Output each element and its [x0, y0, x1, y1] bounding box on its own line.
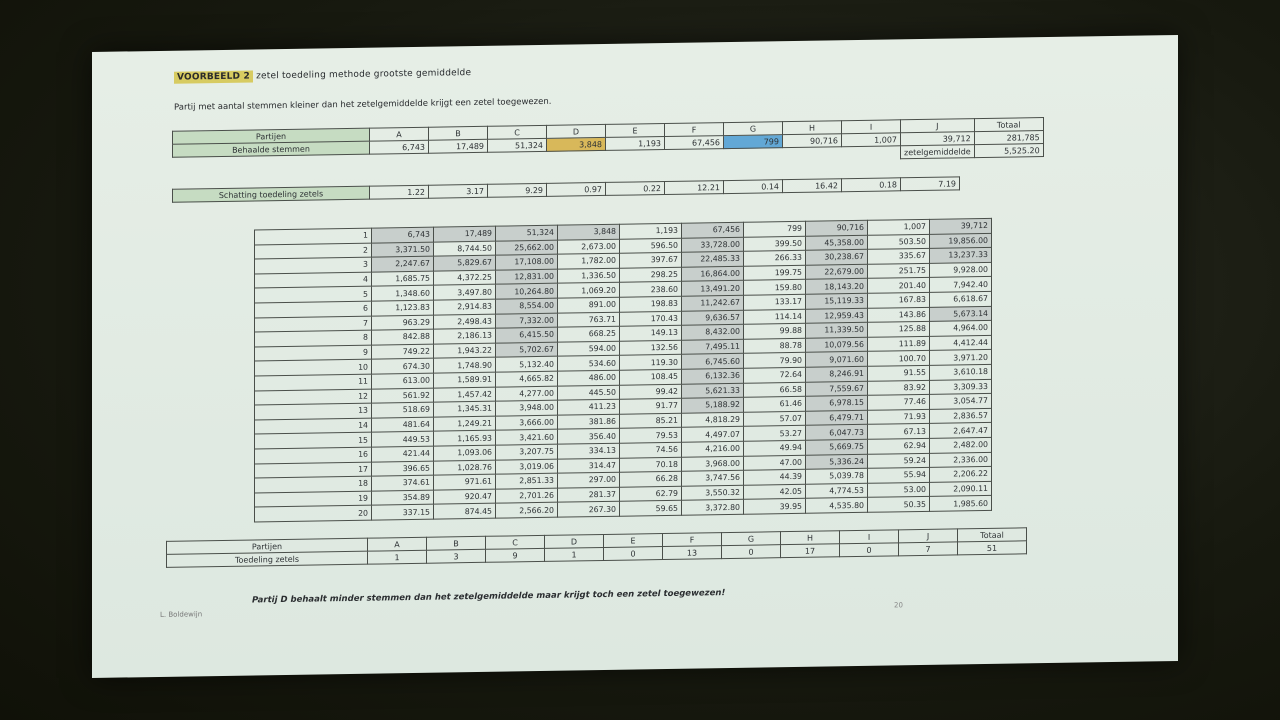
example-tag: VOORBEELD 2 [174, 70, 253, 83]
quotient-cell: 5,669.75 [806, 439, 868, 455]
quotient-cell: 842.88 [372, 329, 434, 345]
quotient-cell: 596.50 [620, 238, 682, 254]
header-cell: Partijen [167, 538, 368, 554]
quotient-cell: 6,047.73 [806, 425, 868, 441]
header-cell: I [842, 120, 901, 134]
seats-cell: 17 [781, 544, 840, 558]
quotient-cell: 4,818.29 [682, 412, 744, 428]
quotient-cell: 132.56 [620, 340, 682, 356]
header-cell: J [901, 119, 975, 133]
quotient-cell: 3,948.00 [496, 400, 558, 416]
quotient-cell: 99.88 [744, 323, 806, 339]
quotient-cell: 5,673.14 [930, 306, 992, 322]
quotient-cell: 2,836.57 [930, 408, 992, 424]
quotient-cell: 9,071.60 [806, 352, 868, 368]
quotient-cell: 100.70 [868, 351, 930, 367]
quotient-cell: 91.55 [868, 365, 930, 381]
quotient-cell: 5,336.24 [806, 454, 868, 470]
divisor-number: 12 [255, 389, 372, 405]
quotient-cell: 25,662.00 [496, 240, 558, 256]
divisor-number: 6 [255, 301, 372, 317]
header-cell: F [665, 123, 724, 137]
quotient-cell: 3,550.32 [682, 485, 744, 501]
quotient-cell: 5,132.40 [496, 357, 558, 373]
quotient-cell: 17,108.00 [496, 254, 558, 270]
estimate-cell: 9.29 [488, 183, 547, 197]
quotient-cell: 7,495.11 [682, 339, 744, 355]
quotient-cell: 503.50 [868, 234, 930, 250]
quotient-cell: 891.00 [558, 297, 620, 313]
quotient-cell: 5,829.67 [434, 255, 496, 271]
quotient-cell: 53.00 [868, 482, 930, 498]
vote-cell: 67,456 [665, 136, 724, 150]
quotient-cell: 59.24 [868, 453, 930, 469]
quotient-cell: 49.94 [744, 440, 806, 456]
divisor-number: 10 [255, 359, 372, 375]
quotient-cell: 5,702.67 [496, 342, 558, 358]
quotient-cell: 3,372.80 [682, 500, 744, 516]
quotient-cell: 561.92 [372, 388, 434, 404]
slide-subtitle: Partij met aantal stemmen kleiner dan het zetelgemiddelde krijgt een zetel toegewezen. [174, 96, 552, 113]
quotient-cell: 59.65 [620, 501, 682, 517]
divisor-number: 7 [255, 316, 372, 332]
quotient-cell: 62.94 [868, 438, 930, 454]
quotient-cell: 374.61 [372, 475, 434, 491]
quotient-cell: 2,914.83 [434, 299, 496, 315]
quotient-cell: 201.40 [868, 278, 930, 294]
quotient-cell: 114.14 [744, 309, 806, 325]
quotient-cell: 2,647.47 [930, 423, 992, 439]
divisor-number: 9 [255, 345, 372, 361]
quotient-cell: 10,079.56 [806, 337, 868, 353]
seats-cell: 51 [958, 541, 1027, 555]
quotient-cell: 2,247.67 [372, 256, 434, 272]
quotient-cell: 1,348.60 [372, 286, 434, 302]
quotient-cell: 281.37 [558, 487, 620, 503]
quotient-cell: 874.45 [434, 503, 496, 519]
quotient-cell: 67.13 [868, 424, 930, 440]
quotient-cell: 674.30 [372, 358, 434, 374]
quotient-cell: 50.35 [868, 497, 930, 513]
quotient-cell: 90,716 [806, 220, 868, 236]
quotient-cell: 6,745.60 [682, 354, 744, 370]
quotient-cell: 74.56 [620, 442, 682, 458]
quotient-cell: 445.50 [558, 385, 620, 401]
row-label: Behaalde stemmen [173, 141, 370, 157]
quotient-cell: 594.00 [558, 341, 620, 357]
quotient-cell: 51,324 [496, 225, 558, 241]
seats-cell: 0 [604, 547, 663, 561]
quotient-cell: 88.78 [744, 338, 806, 354]
quotient-cell: 314.47 [558, 458, 620, 474]
seats-cell: 0 [722, 545, 781, 559]
quotient-cell: 7,332.00 [496, 313, 558, 329]
vote-cell: 90,716 [783, 134, 842, 148]
quotient-cell: 3,054.77 [930, 393, 992, 409]
quotient-cell: 30,238.67 [806, 250, 868, 266]
quotient-cell: 10,264.80 [496, 284, 558, 300]
quotient-cell: 3,371.50 [372, 242, 434, 258]
quotient-cell: 1,782.00 [558, 253, 620, 269]
quotient-cell: 613.00 [372, 373, 434, 389]
header-cell: H [781, 531, 840, 545]
quotient-cell: 1,007 [868, 219, 930, 235]
quotient-cell: 5,039.78 [806, 468, 868, 484]
quotient-cell: 2,090.11 [930, 481, 992, 497]
quotient-cell: 83.92 [868, 380, 930, 396]
quotient-cell: 486.00 [558, 370, 620, 386]
quotient-cell: 13,237.33 [930, 248, 992, 264]
quotient-cell: 399.50 [744, 236, 806, 252]
quotient-cell: 1,457.42 [434, 387, 496, 403]
quotient-cell: 45,358.00 [806, 235, 868, 251]
header-cell: H [783, 121, 842, 135]
quotient-cell: 12,831.00 [496, 269, 558, 285]
quotient-cell: 354.89 [372, 490, 434, 506]
quotient-cell: 11,242.67 [682, 295, 744, 311]
quotient-cell: 19,856.00 [930, 233, 992, 249]
quotient-cell: 381.86 [558, 414, 620, 430]
divisor-number: 19 [255, 491, 372, 507]
quotient-cell: 66.58 [744, 382, 806, 398]
quotient-cell: 6,618.67 [930, 291, 992, 307]
quotient-cell: 1,589.91 [434, 372, 496, 388]
quotient-cell: 1,943.22 [434, 343, 496, 359]
quotient-cell: 1,345.31 [434, 401, 496, 417]
quotient-cell: 22,679.00 [806, 264, 868, 280]
quotient-cell: 6,415.50 [496, 327, 558, 343]
quotient-cell: 170.43 [620, 311, 682, 327]
quotient-cell: 297.00 [558, 472, 620, 488]
header-cell: G [722, 532, 781, 546]
quotient-cell: 79.90 [744, 353, 806, 369]
quotient-cell: 70.18 [620, 457, 682, 473]
estimate-cell: 1.22 [370, 185, 429, 199]
quotient-cell: 3,666.00 [496, 415, 558, 431]
quotient-cell: 971.61 [434, 474, 496, 490]
divisor-number: 4 [255, 272, 372, 288]
header-cell: Partijen [173, 128, 370, 144]
header-cell: A [370, 127, 429, 141]
header-cell: J [899, 529, 958, 543]
vote-cell: 6,743 [370, 140, 429, 154]
quotient-cell: 9,928.00 [930, 262, 992, 278]
quotient-cell: 3,848 [558, 224, 620, 240]
quotient-cell: 79.53 [620, 428, 682, 444]
divisor-number: 20 [255, 505, 372, 521]
quotient-cell: 3,971.20 [930, 350, 992, 366]
vote-cell: 51,324 [488, 138, 547, 152]
quotient-cell: 99.42 [620, 384, 682, 400]
vote-cell: 1,007 [842, 133, 901, 147]
divisor-number: 2 [255, 243, 372, 259]
quotient-cell: 55.94 [868, 467, 930, 483]
header-cell: G [724, 122, 783, 136]
divisor-number: 15 [255, 432, 372, 448]
slide-title [174, 68, 471, 83]
vote-cell: 39,712 [901, 132, 975, 146]
quotient-cell: 44.39 [744, 469, 806, 485]
header-cell: C [486, 535, 545, 549]
quotient-cell: 3,747.56 [682, 470, 744, 486]
quotient-cell: 397.67 [620, 252, 682, 268]
header-cell: Totaal [974, 118, 1043, 132]
quotient-cell: 411.23 [558, 399, 620, 415]
quotient-cell: 963.29 [372, 315, 434, 331]
quotient-cell: 2,336.00 [930, 452, 992, 468]
quotient-cell: 2,566.20 [496, 502, 558, 518]
quotient-cell: 3,497.80 [434, 285, 496, 301]
estimate-cell: 12.21 [665, 181, 724, 195]
quotient-cell: 1,249.21 [434, 416, 496, 432]
quotient-cell: 57.07 [744, 411, 806, 427]
quotient-cell: 3,421.60 [496, 429, 558, 445]
projection-screen [92, 35, 1178, 678]
quotient-cell: 2,851.33 [496, 473, 558, 489]
quotient-cell: 47.00 [744, 455, 806, 471]
quotient-cell: 3,207.75 [496, 444, 558, 460]
divisor-number: 14 [255, 418, 372, 434]
quotient-cell: 85.21 [620, 413, 682, 429]
quotient-cell: 763.71 [558, 312, 620, 328]
quotient-cell: 7,559.67 [806, 381, 868, 397]
quotient-cell: 7,942.40 [930, 277, 992, 293]
divisor-number: 16 [255, 447, 372, 463]
quotient-cell: 356.40 [558, 429, 620, 445]
quotient-cell: 125.88 [868, 321, 930, 337]
footer-note: Partij D behaalt minder stemmen dan het zetelgemiddelde maar krijgt toch een zetel toegewezen! [252, 588, 726, 606]
vote-cell: 799 [724, 135, 783, 149]
quotient-cell: 298.25 [620, 267, 682, 283]
quotient-cell: 66.28 [620, 471, 682, 487]
quotient-cell: 1,093.06 [434, 445, 496, 461]
vote-cell: 1,193 [606, 137, 665, 151]
quotient-cell: 3,968.00 [682, 456, 744, 472]
quotient-cell: 8,246.91 [806, 366, 868, 382]
quotient-cell: 13,491.20 [682, 281, 744, 297]
quotient-cell: 396.65 [372, 461, 434, 477]
quotient-cell: 335.67 [868, 249, 930, 265]
quotient-cell: 4,665.82 [496, 371, 558, 387]
header-cell: I [840, 530, 899, 544]
header-cell: Totaal [958, 528, 1027, 542]
quotient-cell: 5,188.92 [682, 397, 744, 413]
quotient-cell: 72.64 [744, 367, 806, 383]
quotient-cell: 111.89 [868, 336, 930, 352]
quotient-cell: 238.60 [620, 282, 682, 298]
quotient-cell: 6,978.15 [806, 395, 868, 411]
quotient-cell: 12,959.43 [806, 308, 868, 324]
quotient-cell: 143.86 [868, 307, 930, 323]
header-cell: D [547, 124, 606, 138]
title-text: zetel toedeling methode grootste gemiddelde [256, 68, 472, 82]
estimate-row [173, 177, 960, 202]
estimate-cell: 3.17 [429, 184, 488, 198]
quotient-cell: 91.77 [620, 398, 682, 414]
quotient-cell: 799 [744, 221, 806, 237]
quotient-cell: 42.05 [744, 484, 806, 500]
quotient-cell: 4,372.25 [434, 270, 496, 286]
quotient-cell: 5,621.33 [682, 383, 744, 399]
quotient-cell: 749.22 [372, 344, 434, 360]
header-cell: B [427, 536, 486, 550]
seats-cell: 1 [368, 550, 427, 564]
divisor-number: 13 [255, 403, 372, 419]
allocation-table [166, 527, 1027, 568]
quotient-cell: 6,132.36 [682, 368, 744, 384]
quotient-cell: 62.79 [620, 486, 682, 502]
quotient-cell: 920.47 [434, 489, 496, 505]
quotient-cell: 2,701.26 [496, 488, 558, 504]
quotient-cell: 3,019.06 [496, 459, 558, 475]
quotient-cell: 8,744.50 [434, 241, 496, 257]
quotient-cell: 4,216.00 [682, 441, 744, 457]
quotient-cell: 337.15 [372, 504, 434, 520]
vote-cell: 3,848 [547, 137, 606, 151]
quotient-cell: 1,165.93 [434, 430, 496, 446]
quotient-cell: 251.75 [868, 263, 930, 279]
quotient-cell: 421.44 [372, 446, 434, 462]
row-label: Toedeling zetels [167, 551, 368, 567]
quotient-cell: 199.75 [744, 265, 806, 281]
author: L. Boldewijn [160, 610, 203, 619]
divisor-number: 8 [255, 330, 372, 346]
quotient-cell: 16,864.00 [682, 266, 744, 282]
page-number: 20 [894, 601, 903, 610]
quotient-cell: 167.83 [868, 292, 930, 308]
average-label: zetelgemiddelde [901, 145, 975, 159]
quotient-cell: 8,554.00 [496, 298, 558, 314]
estimate-cell: 0.18 [842, 178, 901, 192]
estimate-cell: 0.14 [724, 180, 783, 194]
quotient-cell: 668.25 [558, 326, 620, 342]
header-cell: D [545, 534, 604, 548]
quotient-cell: 67,456 [682, 222, 744, 238]
divisor-number: 1 [255, 228, 372, 244]
quotient-cell: 1,193 [620, 223, 682, 239]
header-cell: E [606, 124, 665, 138]
average-value: 5,525.20 [974, 144, 1043, 158]
seats-cell: 13 [663, 546, 722, 560]
quotient-cell: 6,479.71 [806, 410, 868, 426]
seats-cell: 3 [427, 549, 486, 563]
slide [104, 35, 1174, 672]
quotient-cell: 1,069.20 [558, 283, 620, 299]
seats-cell: 1 [545, 547, 604, 561]
estimate-cell: 0.22 [606, 182, 665, 196]
divisor-number: 17 [255, 462, 372, 478]
header-cell: E [604, 534, 663, 548]
quotient-cell: 11,339.50 [806, 322, 868, 338]
estimate-cell: 16.42 [783, 179, 842, 193]
quotient-cell: 534.60 [558, 356, 620, 372]
quotient-cell: 2,482.00 [930, 437, 992, 453]
vote-cell: 17,489 [429, 139, 488, 153]
quotient-cell: 119.30 [620, 355, 682, 371]
estimate-table [172, 176, 960, 202]
header-cell: F [663, 533, 722, 547]
row-label: Schatting toedeling zetels [173, 186, 370, 202]
quotient-cell: 3,610.18 [930, 364, 992, 380]
estimate-cell: 7.19 [901, 177, 960, 191]
quotient-cell: 2,498.43 [434, 314, 496, 330]
quotient-cell: 4,964.00 [930, 321, 992, 337]
header-cell: A [368, 537, 427, 551]
quotient-cell: 4,774.53 [806, 483, 868, 499]
quotient-cell: 481.64 [372, 417, 434, 433]
quotient-cell: 39,712 [930, 218, 992, 234]
quotient-cell: 71.93 [868, 409, 930, 425]
quotient-cell: 9,636.57 [682, 310, 744, 326]
quotient-cell: 22,485.33 [682, 251, 744, 267]
quotient-cell: 149.13 [620, 325, 682, 341]
quotient-cell: 53.27 [744, 426, 806, 442]
quotient-cell: 8,432.00 [682, 324, 744, 340]
estimate-cell: 0.97 [547, 182, 606, 196]
quotient-cell: 449.53 [372, 431, 434, 447]
quotient-cell: 1,685.75 [372, 271, 434, 287]
quotient-cell: 1,985.60 [930, 496, 992, 512]
quotient-cell: 518.69 [372, 402, 434, 418]
quotient-cell: 2,206.22 [930, 466, 992, 482]
quotient-cell: 33,728.00 [682, 237, 744, 253]
quotient-cell: 267.30 [558, 501, 620, 517]
quotient-cell: 3,309.33 [930, 379, 992, 395]
divisor-number: 11 [255, 374, 372, 390]
header-cell: B [429, 126, 488, 140]
quotient-cell: 1,028.76 [434, 460, 496, 476]
quotient-cell: 133.17 [744, 294, 806, 310]
divisor-number: 3 [255, 257, 372, 273]
vote-cell: 281,785 [974, 131, 1043, 145]
quotient-cell: 266.33 [744, 250, 806, 266]
quotient-cell: 4,497.07 [682, 427, 744, 443]
divisor-table [254, 218, 992, 522]
quotient-cell: 334.13 [558, 443, 620, 459]
quotient-cell: 4,412.44 [930, 335, 992, 351]
votes-table [172, 117, 1044, 171]
seats-cell: 9 [486, 548, 545, 562]
quotient-cell: 15,119.33 [806, 293, 868, 309]
quotient-cell: 39.95 [744, 499, 806, 515]
quotient-cell: 198.83 [620, 296, 682, 312]
quotient-cell: 4,277.00 [496, 386, 558, 402]
quotient-cell: 2,673.00 [558, 239, 620, 255]
divisor-number: 5 [255, 286, 372, 302]
quotient-cell: 77.46 [868, 394, 930, 410]
quotient-cell: 1,336.50 [558, 268, 620, 284]
seats-cell: 7 [899, 542, 958, 556]
quotient-cell: 18,143.20 [806, 279, 868, 295]
divisor-number: 18 [255, 476, 372, 492]
quotient-cell: 4,535.80 [806, 498, 868, 514]
header-cell: C [488, 125, 547, 139]
quotient-cell: 17,489 [434, 226, 496, 242]
seats-cell: 0 [840, 543, 899, 557]
quotient-cell: 159.80 [744, 280, 806, 296]
quotient-cell: 61.46 [744, 396, 806, 412]
quotient-cell: 2,186.13 [434, 328, 496, 344]
quotient-cell: 1,748.90 [434, 358, 496, 374]
quotient-cell: 108.45 [620, 369, 682, 385]
quotient-cell: 6,743 [372, 227, 434, 243]
quotient-cell: 1,123.83 [372, 300, 434, 316]
